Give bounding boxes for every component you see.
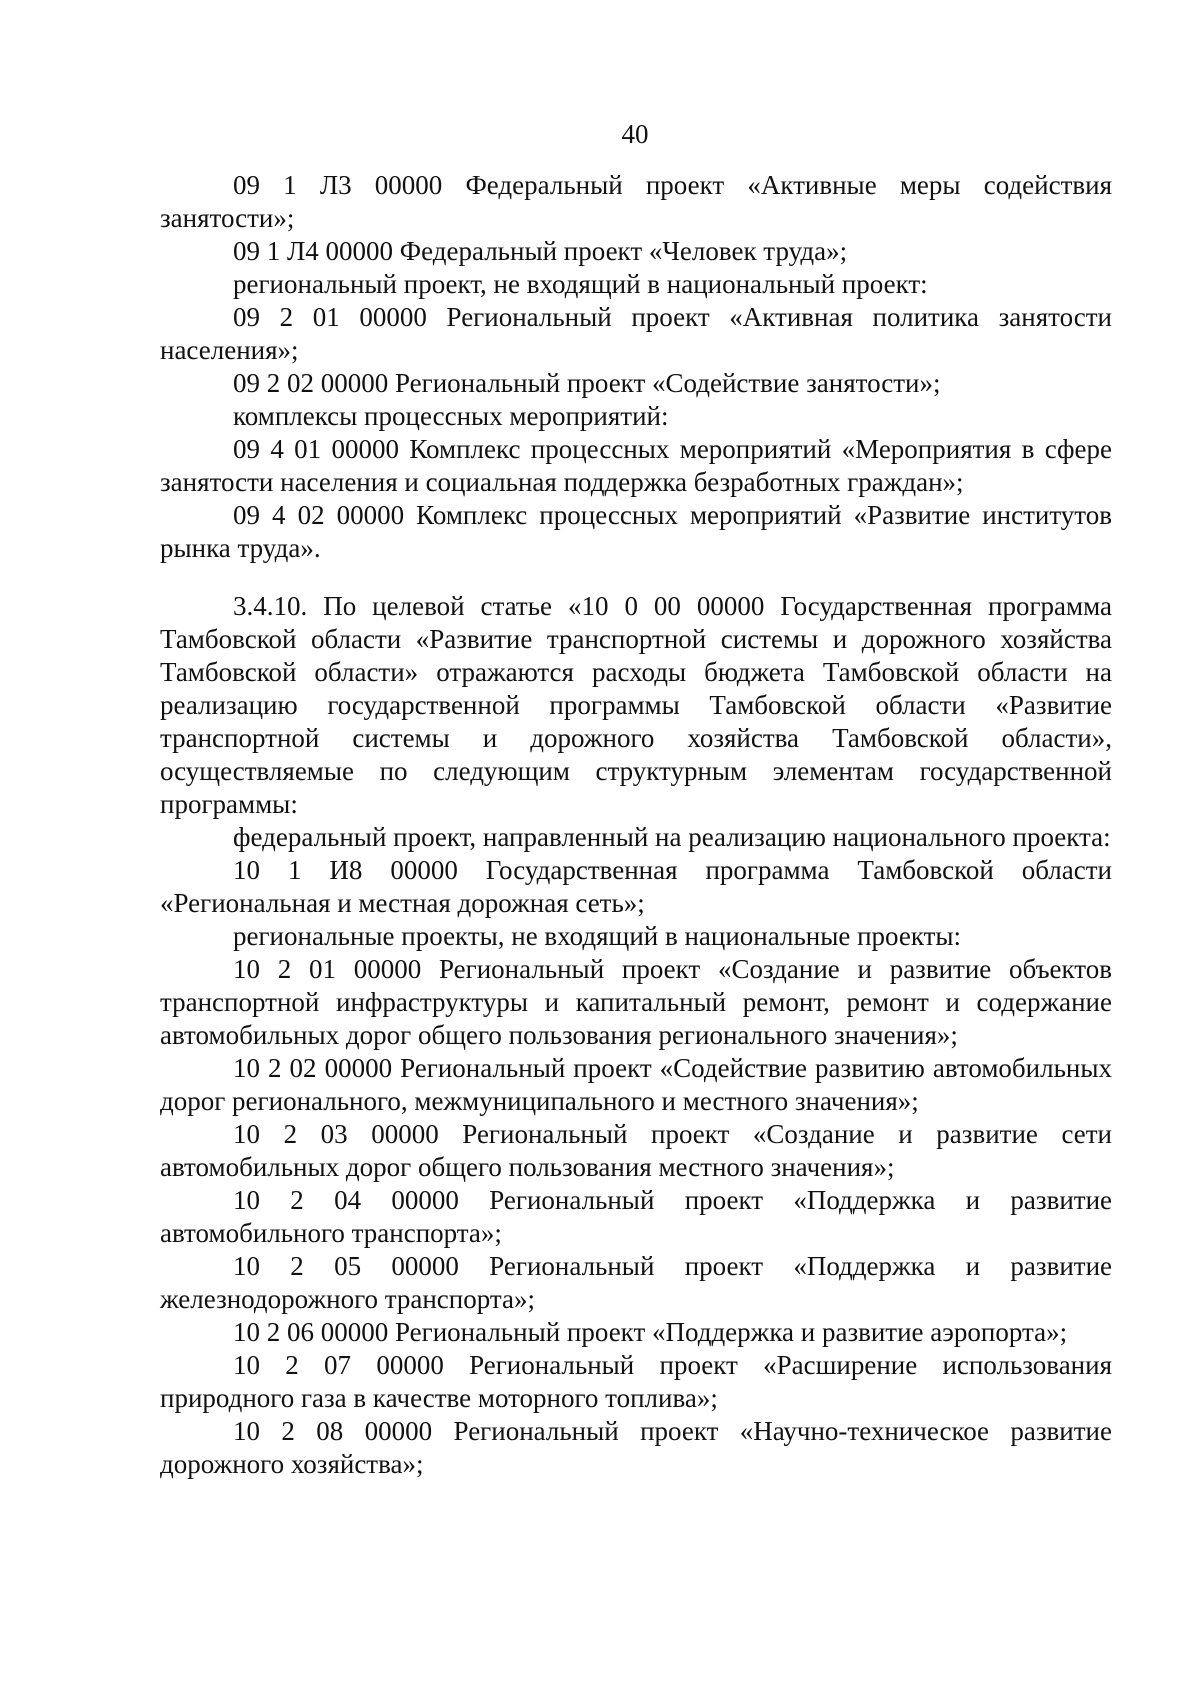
paragraph: федеральный проект, направленный на реализацию национального проекта: [233,822,1111,852]
section-occupancy-projects [160,169,1112,565]
paragraph: 10 2 03 00000 Региональный проект «Создание и развитие сети автомобильных дорог общего пользования местного значения»; [160,1119,1112,1182]
page-number: 40 [621,119,649,149]
paragraph: 3.4.10. По целевой статье «10 0 00 00000 Государственная программа Тамбовской области «Развитие транспортной системы и дорожного хозяйства Тамбовской области» отражаются расходы бюджета Тамбовской области на реализацию государственной программы Тамбовской области «Развитие транспортной системы и дорожного хозяйства Тамбовской области», осуществляемые по следующим структурным элементам государственной программы: [160,591,1112,819]
section-3-4-10-transport-program [160,590,1112,1481]
paragraph: 10 2 07 00000 Региональный проект «Расширение использования природного газа в качестве моторного топлива»; [160,1350,1112,1413]
paragraph: 09 1 Л4 00000 Федеральный проект «Человек труда»; [233,236,848,266]
paragraph: 09 2 01 00000 Региональный проект «Активная политика занятости населения»; [160,302,1112,365]
paragraph: 10 2 08 00000 Региональный проект «Научно-техническое развитие дорожного хозяйства»; [160,1416,1112,1479]
paragraph: 10 2 04 00000 Региональный проект «Поддержка и развитие автомобильного транспорта»; [160,1185,1112,1248]
paragraph: 09 2 02 00000 Региональный проект «Содействие занятости»; [233,368,941,398]
paragraph: комплексы процессных мероприятий: [233,401,669,431]
paragraph: региональный проект, не входящий в национальный проект: [233,269,928,299]
paragraph: 09 4 01 00000 Комплекс процессных мероприятий «Мероприятия в сфере занятости населения и социальная поддержка безработных граждан»; [160,434,1112,497]
paragraph: 10 2 01 00000 Региональный проект «Создание и развитие объектов транспортной инфраструктуры и капитальный ремонт, ремонт и содержание автомобильных дорог общего пользования регионального значения»; [160,954,1112,1050]
paragraph: 09 1 Л3 00000 Федеральный проект «Активные меры содействия занятости»; [160,170,1112,233]
paragraph: 10 2 05 00000 Региональный проект «Поддержка и развитие железнодорожного транспорта»; [160,1251,1112,1314]
paragraph: 10 1 И8 00000 Государственная программа Тамбовской области «Региональная и местная дорожная сеть»; [160,855,1112,918]
paragraph: 10 2 02 00000 Региональный проект «Содействие развитию автомобильных дорог регионального, межмуниципального и местного значения»; [160,1053,1112,1116]
paragraph: 09 4 02 00000 Комплекс процессных мероприятий «Развитие институтов рынка труда». [160,500,1112,563]
paragraph: региональные проекты, не входящий в национальные проекты: [233,921,962,951]
paragraph: 10 2 06 00000 Региональный проект «Поддержка и развитие аэропорта»; [233,1317,1068,1347]
